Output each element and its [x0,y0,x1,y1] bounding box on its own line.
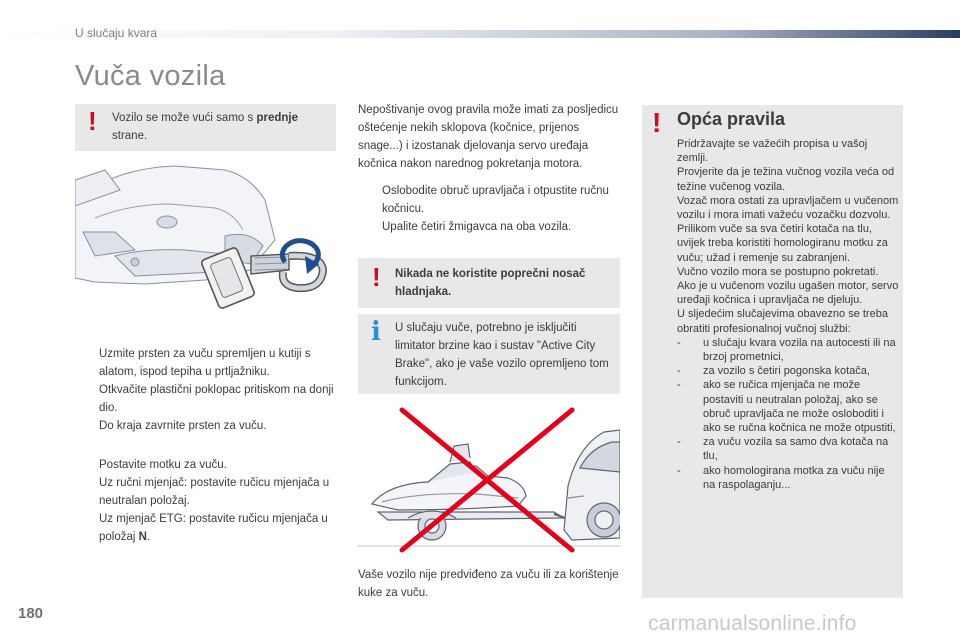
professional-towing-cases [677,336,899,492]
note-text: Vozilo se može vući samo s [112,112,257,124]
warning-exclamation-icon: ! [372,262,381,292]
list-item: - ako homologirana motka za vuču nije na raspolaganju... [677,464,885,491]
list-item: Uz mjenjač ETG: postavite ručicu mjenjača u položaj N. [99,513,328,543]
tow-ring-drawing [201,247,323,309]
list-item: Uzmite prsten za vuču spremljen u kutiji s alatom, ispod tepiha u prtljažniku. [99,348,311,378]
car-front-drawing [75,166,275,284]
list-item: - za vuču vozila sa samo dva kotača na tlu, [677,436,889,463]
panel-paragraph: Vozač mora ostati za upravljačem u vučenom vozilu i mora imati važeću vozačku dozvolu. [677,194,899,222]
speed-limiter-info [358,314,620,394]
list-item: Upalite četiri žmigavca na oba vozila. [382,221,572,233]
info-text: U slučaju vuče, potrebno je isključiti limitator brzine kao i sustav "Active City Brake", ako je vaše vozilo opremljeno tom funkcijom. [395,322,609,388]
panel-paragraph: Pridržavajte se važećih propisa u vašoj zemlji. [677,138,868,165]
intro-paragraph: Nepoštivanje ovog pravila može imati za posljedicu oštećenje nekih sklopova (kočnice, prijenos snage...) i izostanak djelovanja servo uređaja kočnica nakon narednog pokretanja motora. [358,104,619,170]
panel-paragraph: Provjerite da je težina vučnog vozila veća od težine vučenog vozila. [677,166,895,193]
watermark: carmanualsonline.info [648,612,857,635]
info-icon: i [371,317,381,347]
no-trailer-towing-illustration [358,406,620,554]
list-item: - u slučaju kvara vozila na autocesti ili na brzoj prometnici, [677,336,896,364]
jet-ski-drawing [372,444,526,510]
page-title: Vuča vozila [75,60,226,92]
towing-car-drawing [564,430,620,540]
list-item: Oslobodite obruč upravljača i otpustite ručnu kočnicu. [382,185,609,215]
list-item: Do kraja zavrnite prsten za vuču. [99,420,267,432]
radiator-crossmember-warning [358,258,620,308]
note-bold: prednje [256,112,298,124]
panel-paragraph: Prilikom vuče sa sva četiri kotača na tlu, uvijek treba koristiti homologiranu motku za vuču; užad i remenje su zabranjeni. [677,223,888,264]
tow-hook-caption: Vaše vozilo nije predviđeno za vuču ili za korištenje kuke za vuču. [358,569,619,599]
preparation-steps [358,182,620,236]
warning-text: Nikada ne koristite poprečni nosač hladnjaka. [395,268,586,298]
list-item: - za vozilo s četiri pogonska kotača, [677,365,870,378]
panel-warning-exclamation-icon: ! [652,107,662,138]
list-item: Postavite motku za vuču. [99,459,227,471]
panel-title: Opća pravila [677,109,786,129]
list-item: Uz ručni mjenjač: postavite ručicu mjenjača u neutralan položaj. [99,477,330,507]
warning-exclamation-icon: ! [88,106,97,136]
forbidden-cross-icon [402,410,572,550]
panel-paragraph: Vučno vozilo mora se postupno pokretati. [677,265,879,278]
towing-eye-illustration [75,160,337,320]
panel-paragraph: Ako je u vučenom vozilu ugašen motor, servo uređaji kočnica i upravljača ne djeluju. [677,280,899,307]
list-item: Otkvačite plastični poklopac pritiskom na donji dio. [99,384,334,414]
towing-bar-steps [75,456,339,546]
front-towing-note [75,104,336,151]
towing-eye-steps [75,345,339,435]
page-number: 180 [18,605,44,622]
panel-body [677,137,899,492]
panel-paragraph: U sljedećim slučajevima obavezno se treba obratiti profesionalnoj vučnoj službi: [677,308,888,335]
section-title: U slučaju kvara [75,26,158,40]
list-item: - ako se ručica mjenjača ne može postaviti u neutralan položaj, ako se obruč upravljača ne može osloboditi i ako se ručna kočnica ne može otpustiti, [677,379,896,435]
note-text-2: strane. [112,130,148,142]
